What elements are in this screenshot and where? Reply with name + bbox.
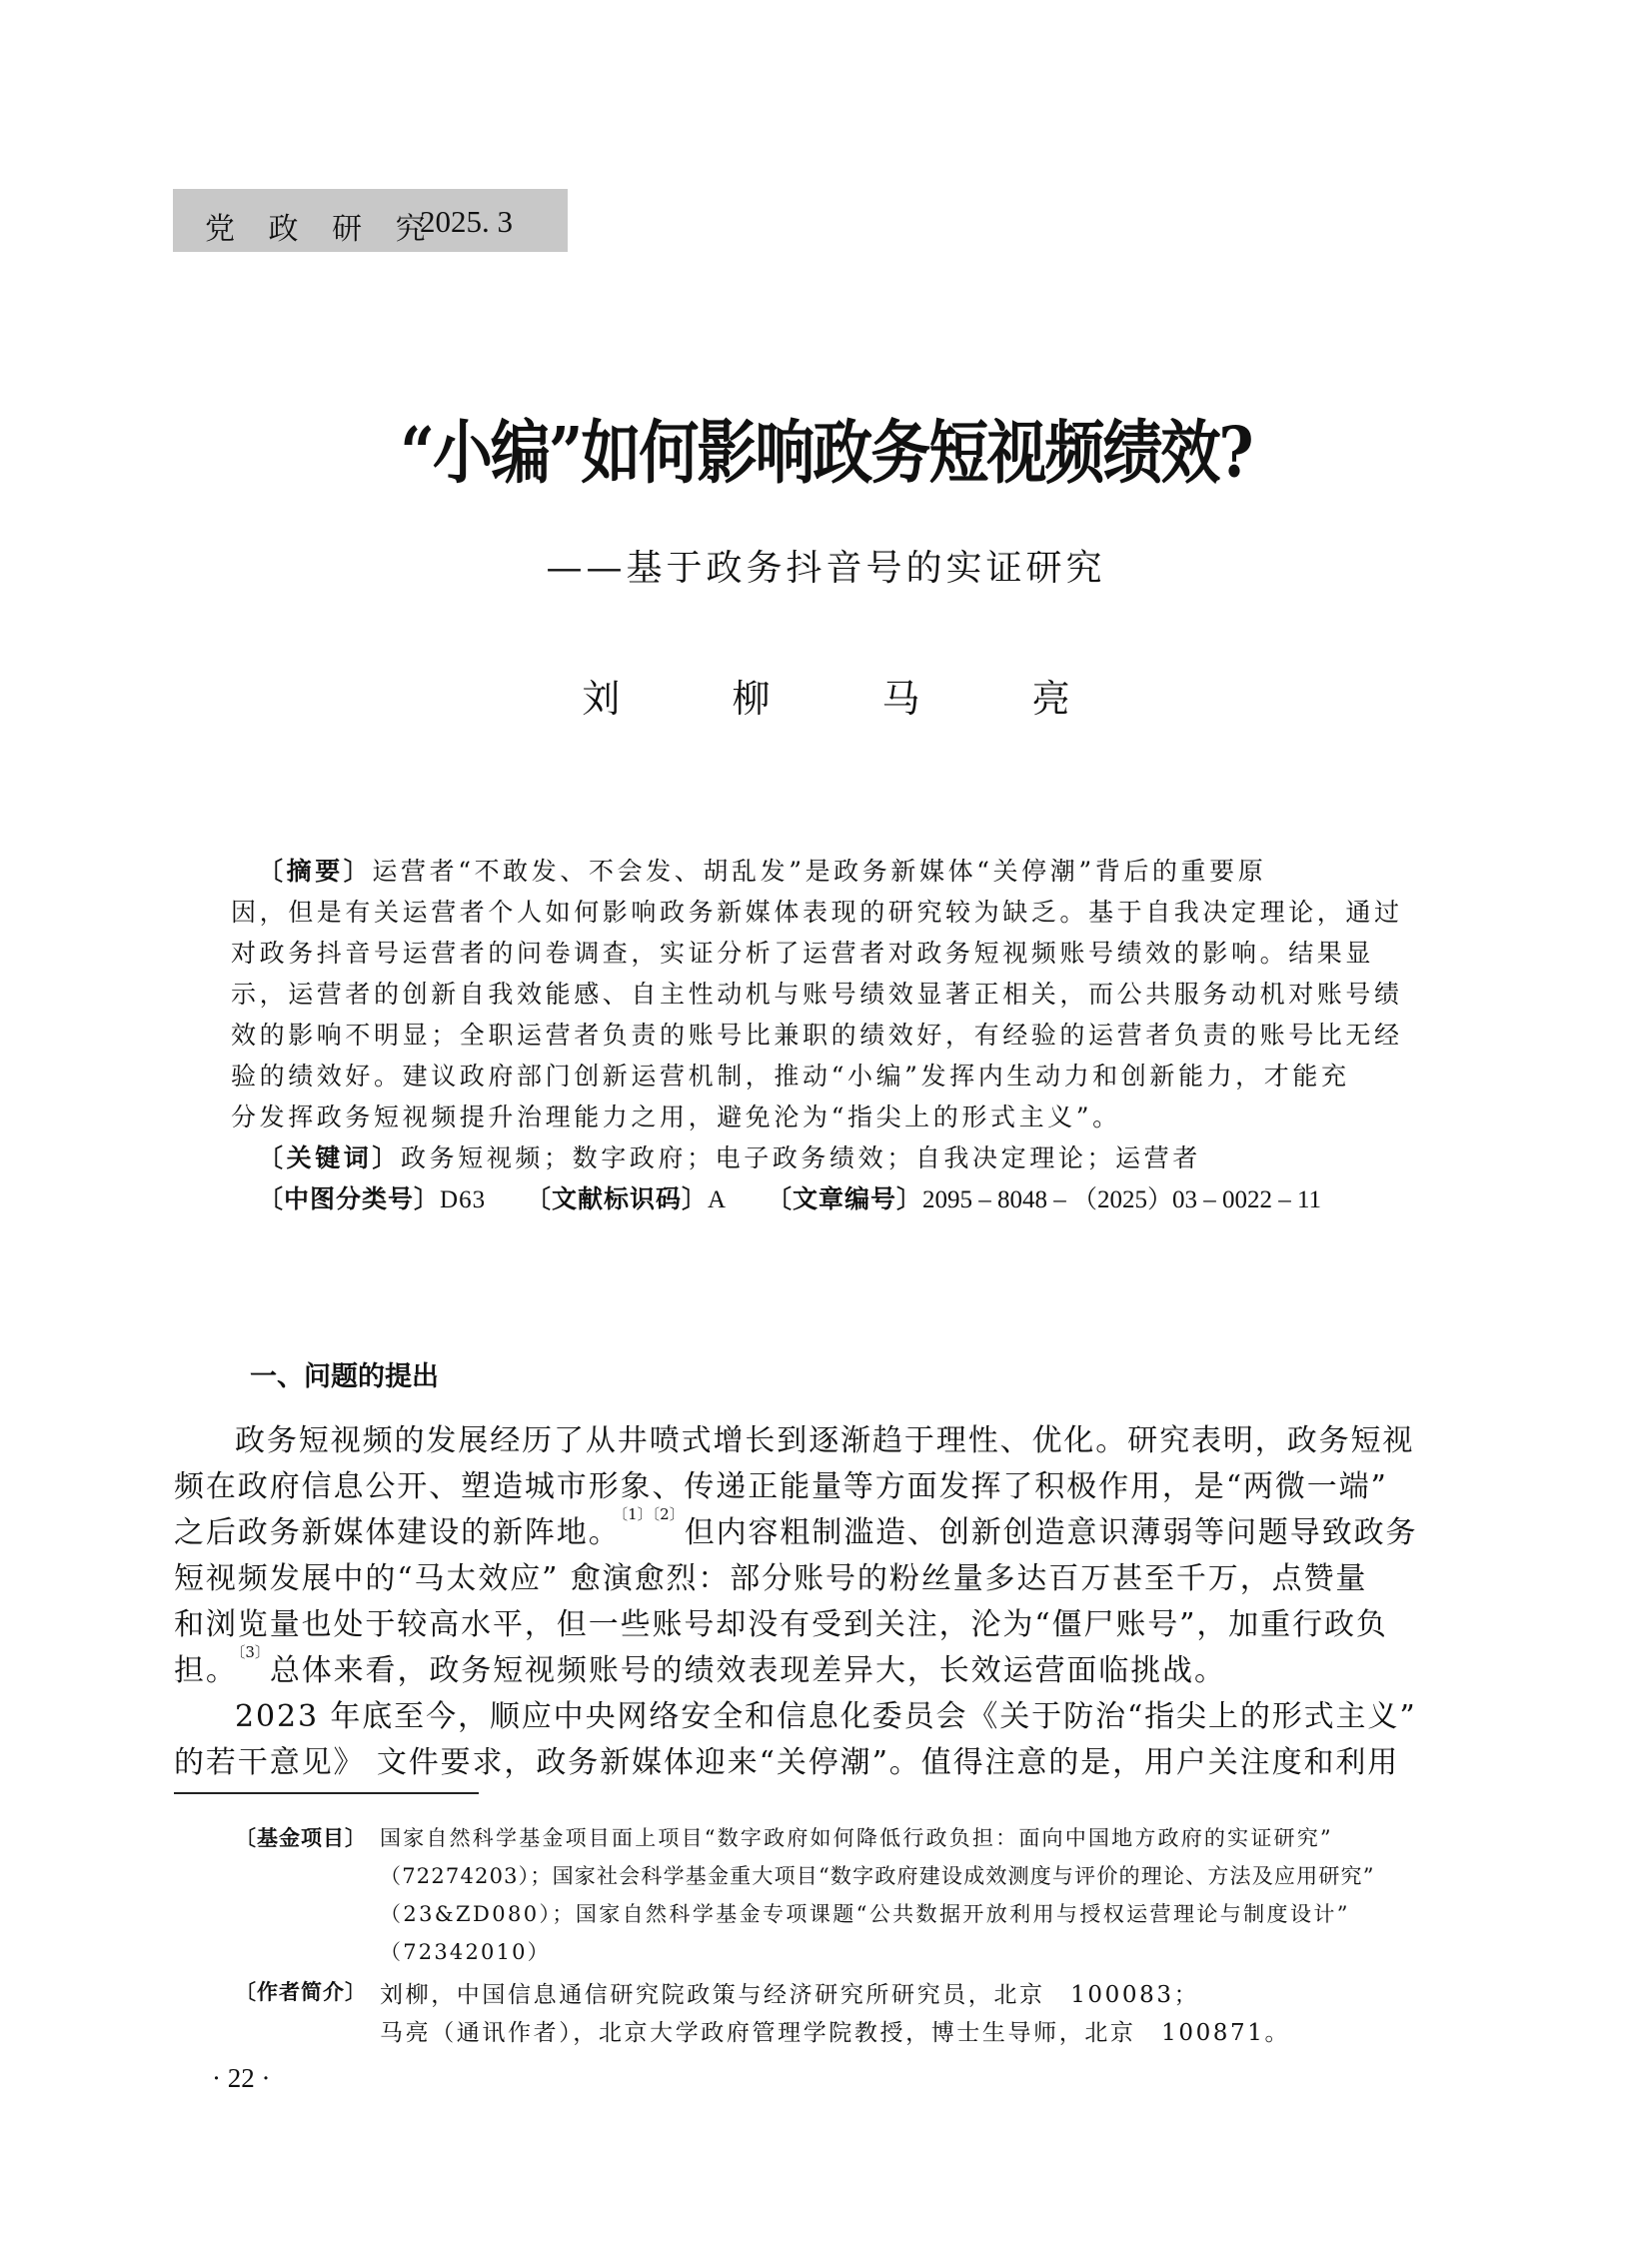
abstract-line: 对政务抖音号运营者的问卷调查，实证分析了运营者对政务短视频账号绩效的影响。结果显 xyxy=(231,939,1375,968)
article-authors: 刘 柳 马 亮 xyxy=(582,677,1120,721)
body-line: 2023 年底至今，顺应中央网络安全和信息化委员会《关于防治“指尖上的形式主义” xyxy=(235,1699,1417,1734)
journal-issue: 2025. 3 xyxy=(420,204,513,239)
abstract-line: 示，运营者的创新自我效能感、自主性动机与账号绩效显著正相关，而公共服务动机对账号绩 xyxy=(231,980,1403,1009)
article-no-label: 〔文章编号〕 xyxy=(766,1184,922,1213)
article-title: “小编”如何影响政务短视频绩效? xyxy=(400,413,1252,494)
fund-line: （72274203）；国家社会科学基金重大项目“数字政府建设成效测度与评价的理论、方法及应用研究” xyxy=(380,1864,1375,1888)
body-line: 政务短视频的发展经历了从井喷式增长到逐渐趋于理性、优化。研究表明，政务短视 xyxy=(235,1423,1415,1458)
abstract-line: 验的绩效好。建议政府部门创新运营机制，推动“小编”发挥内生动力和创新能力，才能充 xyxy=(231,1062,1350,1091)
abstract-text: 运营者“不敢发、不会发、胡乱发”是政务新媒体“关停潮”背后的重要原 xyxy=(372,857,1267,886)
body-line: 频在政府信息公开、塑造城市形象、传递正能量等方面发挥了积极作用，是“两微一端” xyxy=(174,1469,1388,1504)
citation-ref[interactable]: 〔3〕 xyxy=(237,1643,270,1661)
body-text: 总体来看，政务短视频账号的绩效表现差异大，长效运营面临挑战。 xyxy=(269,1653,1226,1688)
page-number: · 22 · xyxy=(212,2063,271,2093)
body-line: 的若干意见》 文件要求，政务新媒体迎来“关停潮”。值得注意的是，用户关注度和利用 xyxy=(174,1745,1400,1780)
body-text: 但内容粗制滥造、创新创造意识薄弱等问题导致政务 xyxy=(684,1515,1418,1550)
fund-label: 〔基金项目〕 xyxy=(235,1826,367,1850)
section-heading: 一、问题的提出 xyxy=(250,1361,439,1392)
clc-label: 〔中图分类号〕 xyxy=(258,1184,441,1213)
author-line: 马亮（通讯作者），北京大学政府管理学院教授，博士生导师，北京 100871。 xyxy=(380,2020,1291,2046)
body-line: 短视频发展中的“马太效应” 愈演愈烈：部分账号的粉丝量多达百万甚至千万，点赞量 xyxy=(174,1561,1368,1596)
author-label: 〔作者简介〕 xyxy=(235,1980,367,2004)
fund-line: （23&ZD080）；国家自然科学基金专项课题“公共数据开放利用与授权运营理论与制度设计” xyxy=(380,1902,1350,1926)
body-text: 之后政务新媒体建设的新阵地。 xyxy=(174,1515,621,1550)
fund-line: （72342010） xyxy=(380,1940,551,1964)
keywords-label: 〔关键词〕 xyxy=(258,1143,402,1172)
body-line xyxy=(174,1507,1417,1551)
citation-ref[interactable]: 〔1〕〔2〕 xyxy=(620,1505,685,1523)
body-line: 和浏览量也处于较高水平，但一些账号却没有受到关注，沦为“僵尸账号”，加重行政负 xyxy=(174,1607,1388,1642)
clc-value: D63 xyxy=(440,1186,487,1213)
abstract-label: 〔摘要〕 xyxy=(258,857,373,886)
abstract-line xyxy=(258,852,1266,888)
footnote-divider xyxy=(174,1792,479,1794)
body-text: 担。 xyxy=(174,1653,238,1688)
article-subtitle: ——基于政务抖音号的实证研究 xyxy=(546,548,1106,589)
keywords-line xyxy=(258,1138,1201,1174)
classification-line xyxy=(258,1179,1321,1215)
article-no-value: 2095 – 8048 – （2025）03 – 0022 – 11 xyxy=(921,1186,1322,1213)
body-line xyxy=(174,1645,1226,1689)
fund-line: 国家自然科学基金项目面上项目“数字政府如何降低行政负担：面向中国地方政府的实证研究” xyxy=(380,1826,1333,1850)
abstract-line: 分发挥政务短视频提升治理能力之用，避免沦为“指尖上的形式主义”。 xyxy=(231,1103,1121,1131)
doc-code-label: 〔文献标识码〕 xyxy=(525,1184,708,1213)
doc-code-value: A xyxy=(708,1186,728,1213)
abstract-line: 因，但是有关运营者个人如何影响政务新媒体表现的研究较为缺乏。基于自我决定理论，通过 xyxy=(231,898,1403,927)
keywords-text: 政务短视频；数字政府；电子政务绩效；自我决定理论；运营者 xyxy=(401,1143,1201,1172)
journal-name: 党 政 研 究 xyxy=(205,212,438,247)
author-line: 刘柳，中国信息通信研究院政策与经济研究所研究员，北京 100083； xyxy=(380,1982,1200,2008)
abstract-line: 效的影响不明显；全职运营者负责的账号比兼职的绩效好，有经验的运营者负责的账号比无经 xyxy=(231,1021,1403,1050)
